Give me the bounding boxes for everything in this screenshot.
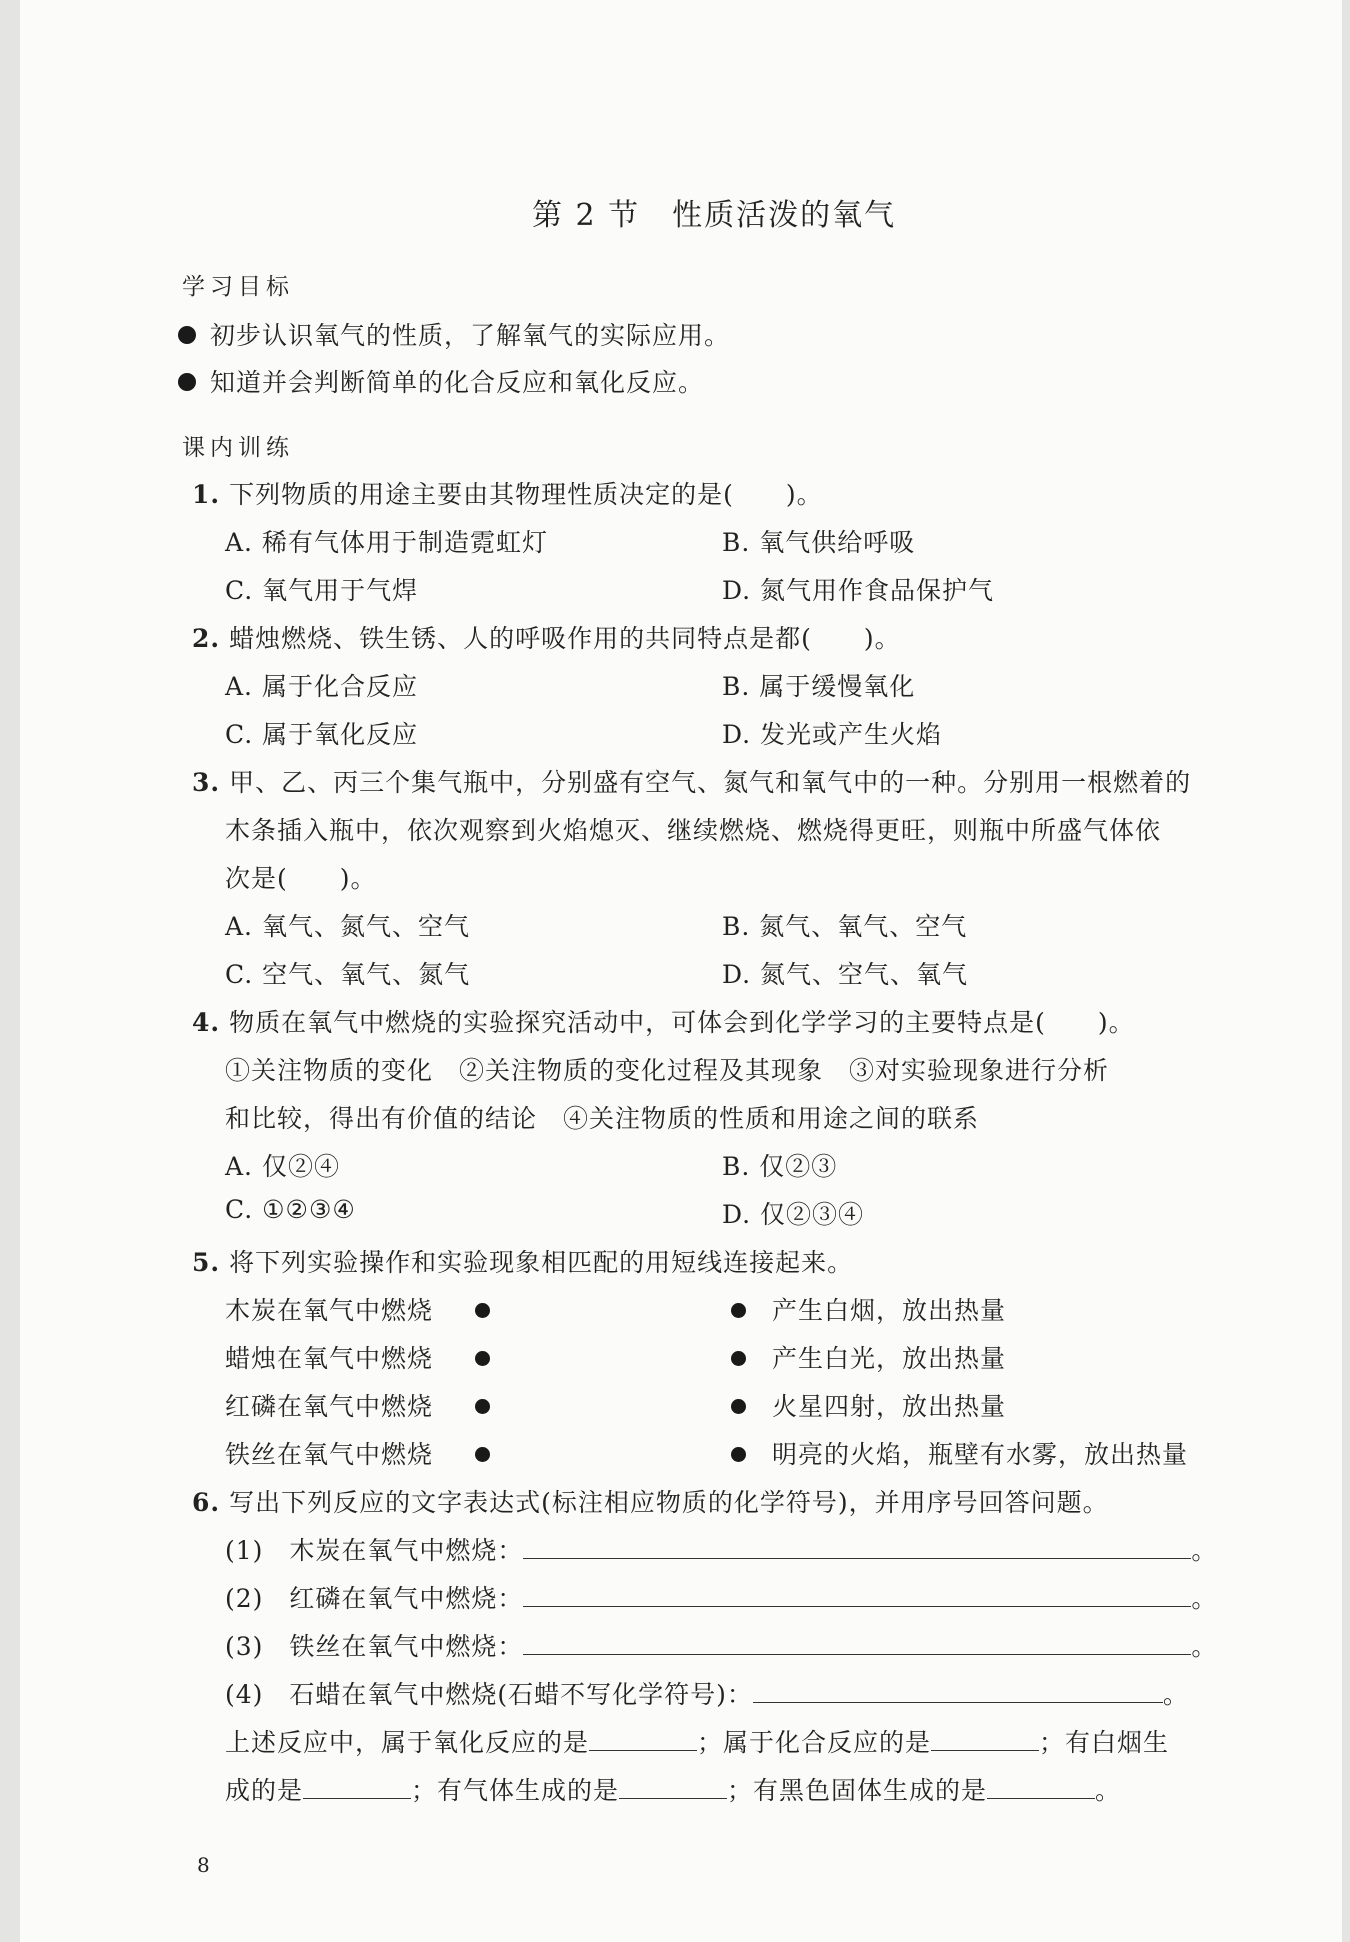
answer-blank[interactable] xyxy=(303,1772,411,1799)
sub-question-2: (2) 红磷在氧气中燃烧： 。 xyxy=(225,1579,1217,1615)
bullet-icon xyxy=(178,373,196,391)
match-left-item: 铁丝在氧气中燃烧 xyxy=(225,1440,434,1469)
option-d: D. 仅②③④ xyxy=(722,1200,865,1229)
option-a: A. 仅②④ xyxy=(225,1152,340,1181)
bullet-icon xyxy=(178,326,196,344)
match-left-item: 蜡烛在氧气中燃烧 xyxy=(225,1344,434,1373)
question-2: 2. 蜡烛燃烧、铁生锈、人的呼吸作用的共同特点是都( )。 xyxy=(192,624,901,653)
option-c: C. 氧气用于气焊 xyxy=(225,576,419,605)
option-b: B. 氮气、氧气、空气 xyxy=(722,912,968,941)
page-title: 第 2 节 性质活泼的氧气 xyxy=(532,198,897,233)
answer-line[interactable] xyxy=(523,1628,1191,1655)
question-1: 1. 下列物质的用途主要由其物理性质决定的是( )。 xyxy=(192,480,823,509)
match-left-item: 木炭在氧气中燃烧 xyxy=(225,1296,434,1325)
option-a: A. 稀有气体用于制造霓虹灯 xyxy=(225,528,548,557)
sub-question-1: (1) 木炭在氧气中燃烧： 。 xyxy=(225,1531,1217,1567)
sub-question-4: (4) 石蜡在氧气中燃烧(石蜡不写化学符号)： 。 xyxy=(225,1675,1189,1711)
question-4: 4. 物质在氧气中燃烧的实验探究活动中，可体会到化学学习的主要特点是( )。 xyxy=(192,1008,1135,1037)
match-dot[interactable] xyxy=(475,1399,490,1414)
option-c: C. ①②③④ xyxy=(225,1195,356,1224)
question-3-line-3: 次是( )。 xyxy=(225,864,377,893)
option-a: A. 属于化合反应 xyxy=(225,672,418,701)
question-6: 6. 写出下列反应的文字表达式(标注相应物质的化学符号)，并用序号回答问题。 xyxy=(192,1488,1109,1517)
option-c: C. 空气、氧气、氮气 xyxy=(225,960,471,989)
answer-blank[interactable] xyxy=(931,1724,1039,1751)
option-d: D. 氮气用作食品保护气 xyxy=(722,576,995,605)
answer-line[interactable] xyxy=(523,1580,1191,1607)
practice-heading: 课内训练 xyxy=(182,435,294,461)
question-3: 3. 甲、乙、丙三个集气瓶中，分别盛有空气、氮气和氧气中的一种。分别用一根燃着的 xyxy=(192,768,1192,797)
option-a: A. 氧气、氮气、空气 xyxy=(225,912,470,941)
match-right-item: 明亮的火焰，瓶壁有水雾，放出热量 xyxy=(772,1440,1189,1469)
question-5: 5. 将下列实验操作和实验现象相匹配的用短线连接起来。 xyxy=(192,1248,854,1277)
match-dot[interactable] xyxy=(731,1399,746,1414)
page xyxy=(20,0,1342,1942)
goals-heading: 学习目标 xyxy=(182,274,294,300)
match-right-item: 火星四射，放出热量 xyxy=(772,1392,1007,1421)
match-dot[interactable] xyxy=(731,1351,746,1366)
summary-line-1: 上述反应中，属于氧化反应的是 ；属于化合反应的是 ；有白烟生 xyxy=(225,1723,1169,1759)
answer-blank[interactable] xyxy=(987,1772,1095,1799)
answer-line[interactable] xyxy=(523,1532,1191,1559)
match-right-item: 产生白烟，放出热量 xyxy=(772,1296,1007,1325)
page-number: 8 xyxy=(197,1853,210,1877)
match-dot[interactable] xyxy=(731,1447,746,1462)
answer-line[interactable] xyxy=(753,1676,1163,1703)
sub-question-3: (3) 铁丝在氧气中燃烧： 。 xyxy=(225,1627,1217,1663)
question-4-statements-1: ①关注物质的变化 ②关注物质的变化过程及其现象 ③对实验现象进行分析 xyxy=(225,1056,1110,1085)
option-c: C. 属于氧化反应 xyxy=(225,720,419,749)
option-b: B. 仅②③ xyxy=(722,1152,838,1181)
goal-item: 初步认识氧气的性质，了解氧气的实际应用。 xyxy=(178,316,730,352)
match-left-item: 红磷在氧气中燃烧 xyxy=(225,1392,434,1421)
answer-blank[interactable] xyxy=(589,1724,697,1751)
summary-line-2: 成的是 ；有气体生成的是 ；有黑色固体生成的是 。 xyxy=(225,1771,1121,1807)
match-dot[interactable] xyxy=(731,1303,746,1318)
question-4-statements-2: 和比较，得出有价值的结论 ④关注物质的性质和用途之间的联系 xyxy=(225,1104,980,1133)
option-d: D. 发光或产生火焰 xyxy=(722,720,943,749)
match-dot[interactable] xyxy=(475,1351,490,1366)
answer-blank[interactable] xyxy=(619,1772,727,1799)
question-3-line-2: 木条插入瓶中，依次观察到火焰熄灭、继续燃烧、燃烧得更旺，则瓶中所盛气体依 xyxy=(225,816,1162,845)
goal-item: 知道并会判断简单的化合反应和氧化反应。 xyxy=(178,363,704,399)
match-dot[interactable] xyxy=(475,1303,490,1318)
option-b: B. 属于缓慢氧化 xyxy=(722,672,916,701)
match-dot[interactable] xyxy=(475,1447,490,1462)
match-right-item: 产生白光，放出热量 xyxy=(772,1344,1007,1373)
option-d: D. 氮气、空气、氧气 xyxy=(722,960,969,989)
option-b: B. 氧气供给呼吸 xyxy=(722,528,916,557)
